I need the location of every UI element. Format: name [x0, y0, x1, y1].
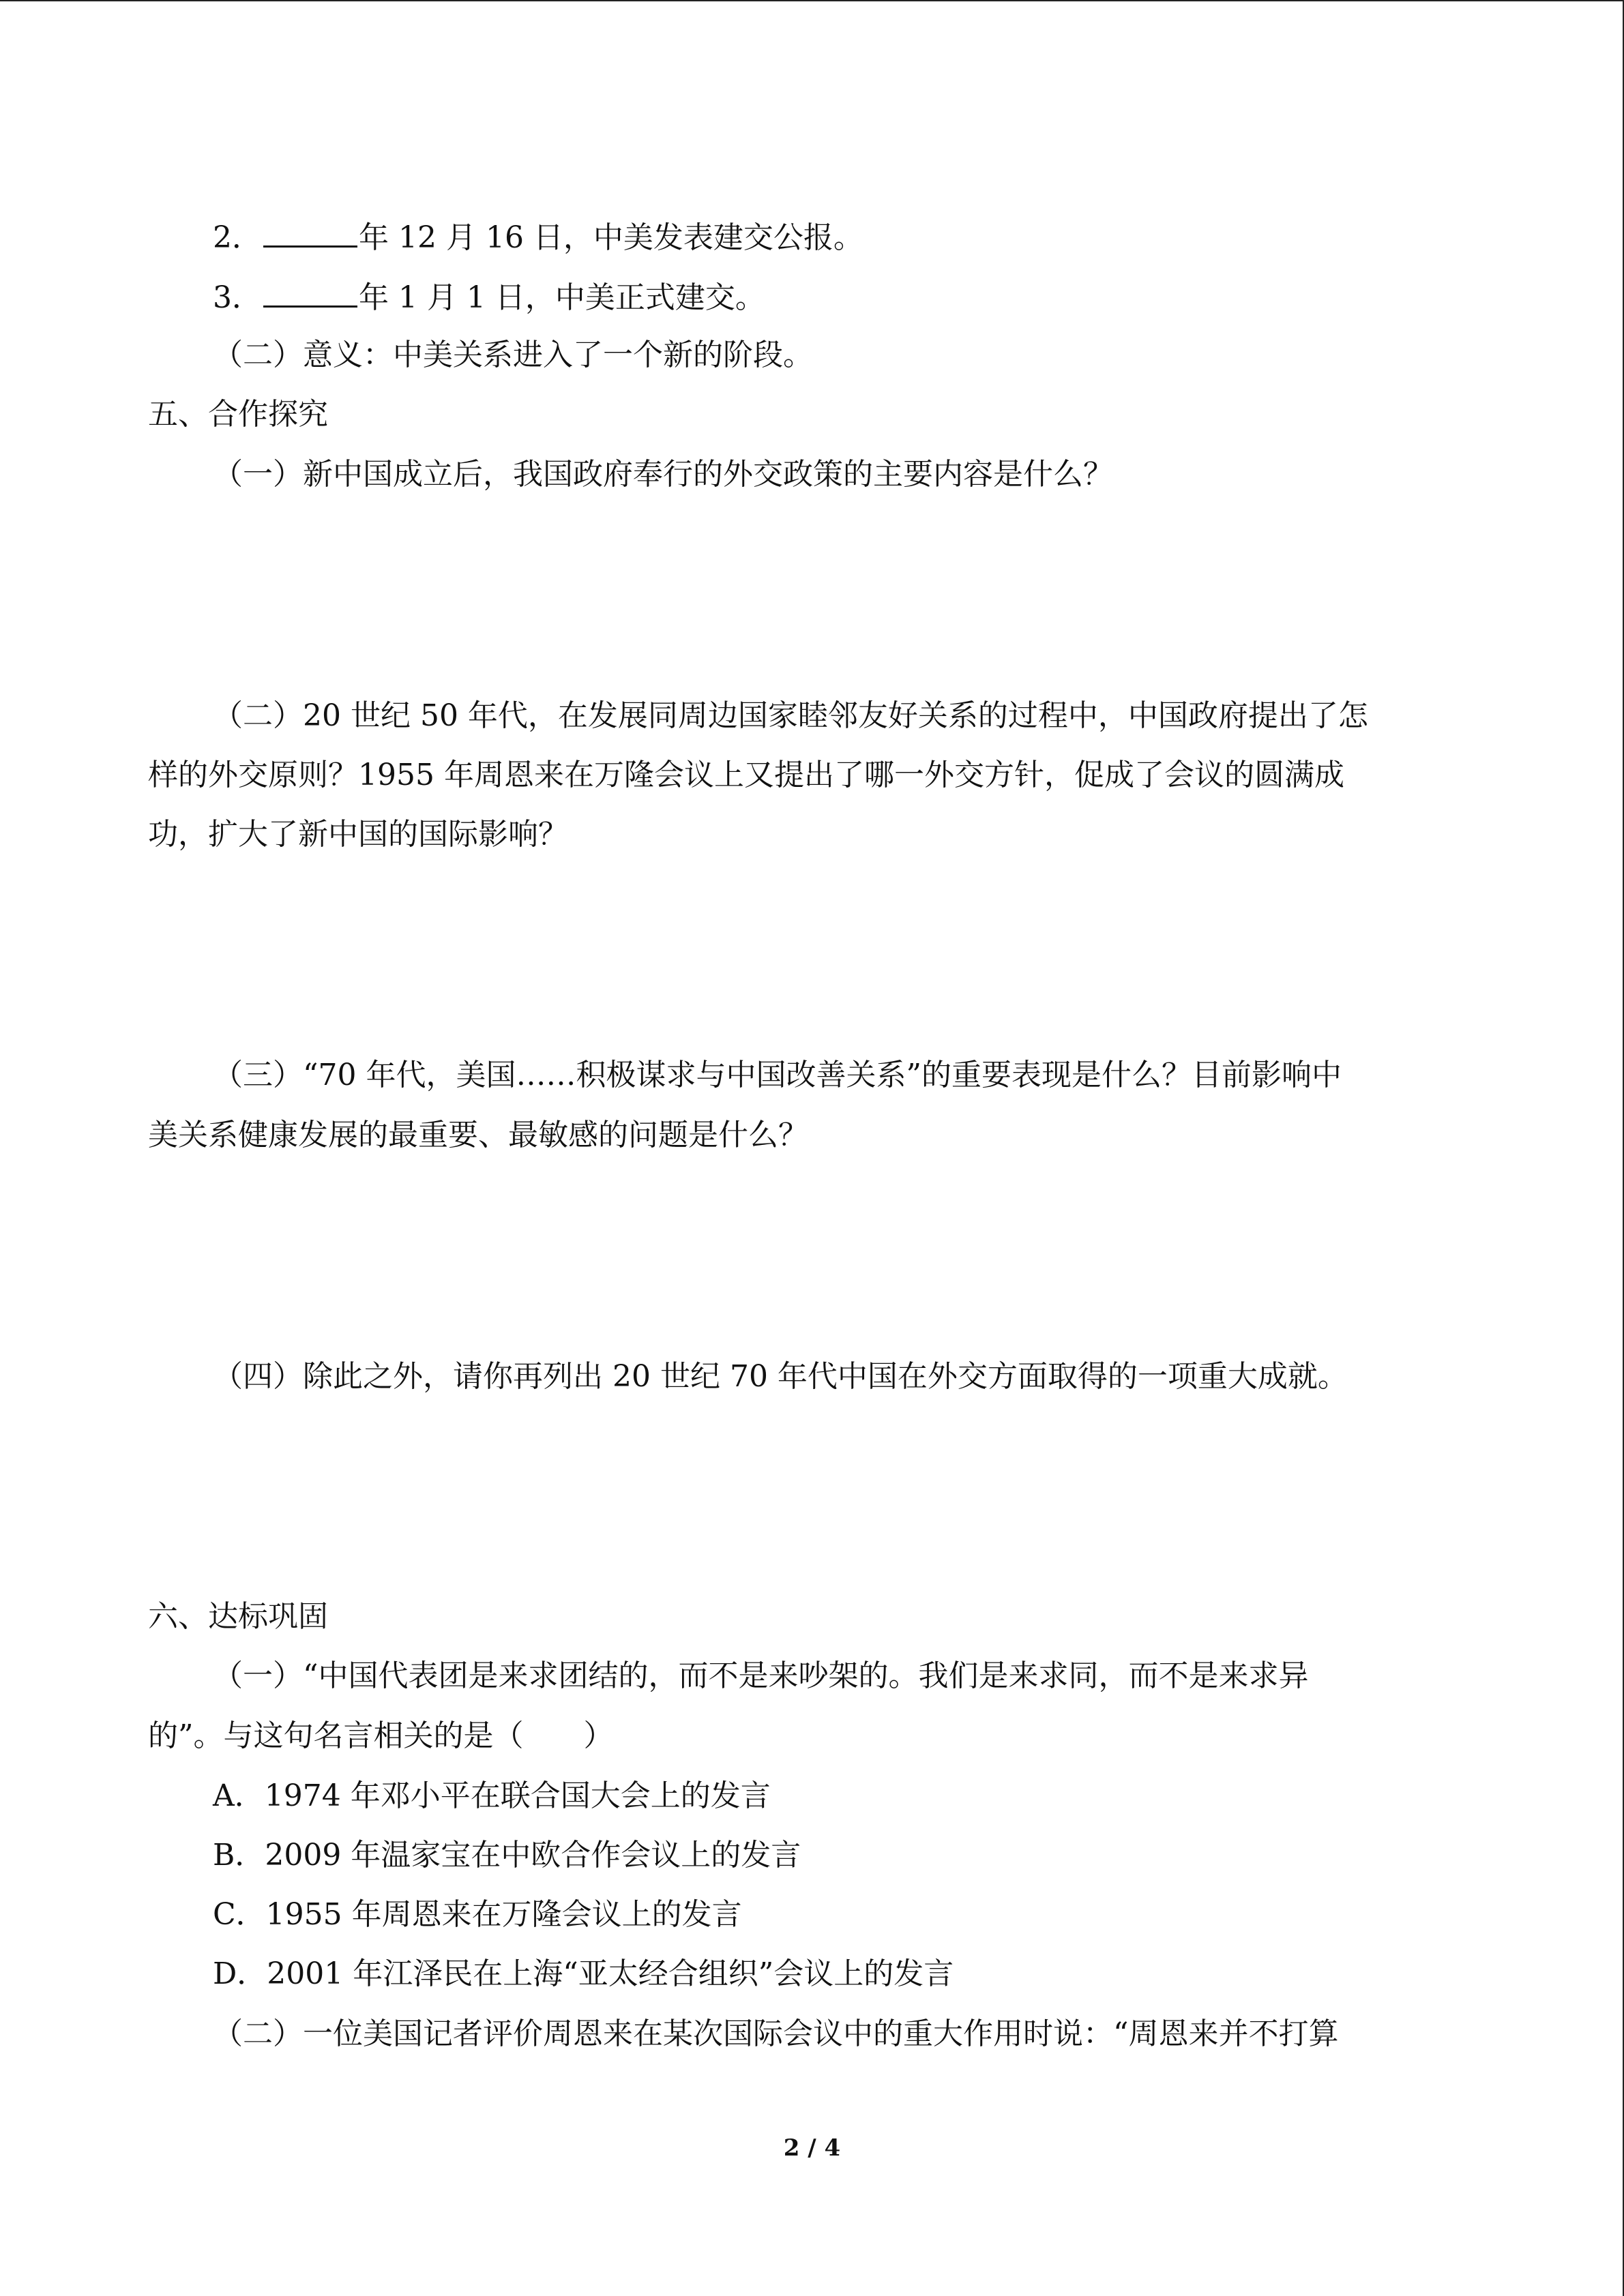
significance-line: （二）意义：中美关系进入了一个新的阶段。	[213, 338, 813, 372]
question-5-1: （一）新中国成立后，我国政府奉行的外交政策的主要内容是什么？	[213, 457, 1113, 492]
question-5-2-line-1: （二）20 世纪 50 年代，在发展同周边国家睦邻友好关系的过程中，中国政府提出了怎	[213, 698, 1368, 733]
question-5-3-line-2: 美关系健康发展的最重要、最敏感的问题是什么？	[148, 1118, 808, 1152]
question-6-1-line-1: （一）“中国代表团是来求团结的，而不是来吵架的。我们是来求同，而不是来求异	[213, 1658, 1309, 1693]
question-5-3-line-1: （三）“70 年代，美国……积极谋求与中国改善关系”的重要表现是什么？目前影响中	[213, 1058, 1342, 1092]
section-heading-cooperation: 五、合作探究	[148, 397, 328, 432]
question-5-2-line-3: 功，扩大了新中国的国际影响？	[148, 817, 568, 852]
answer-blank[interactable]	[263, 215, 357, 248]
page-number: 2 / 4	[783, 2134, 841, 2162]
answer-blank[interactable]	[263, 275, 357, 308]
fill-in-item-2: 2． 年 12 月 16 日，中美发表建交公报。	[213, 215, 863, 258]
option-a: A．1974 年邓小平在联合国大会上的发言	[213, 1778, 771, 1813]
question-6-1-line-2: 的”。与这句名言相关的是（ ）	[148, 1718, 614, 1753]
option-d: D．2001 年江泽民在上海“亚太经合组织”会议上的发言	[213, 1956, 954, 1991]
section-heading-consolidation: 六、达标巩固	[148, 1599, 328, 1634]
question-6-2-start: （二）一位美国记者评价周恩来在某次国际会议中的重大作用时说：“周恩来并不打算	[213, 2016, 1339, 2051]
option-c: C．1955 年周恩来在万隆会议上的发言	[213, 1897, 742, 1932]
question-5-2-line-2: 样的外交原则？1955 年周恩来在万隆会议上又提出了哪一外交方针，促成了会议的圆满成	[148, 758, 1344, 792]
fill-in-item-3: 3． 年 1 月 1 日，中美正式建交。	[213, 275, 765, 318]
question-5-4: （四）除此之外，请你再列出 20 世纪 70 年代中国在外交方面取得的一项重大成就。	[213, 1359, 1348, 1394]
option-b: B．2009 年温家宝在中欧合作会议上的发言	[213, 1838, 801, 1873]
page-border-top	[0, 0, 1624, 1]
